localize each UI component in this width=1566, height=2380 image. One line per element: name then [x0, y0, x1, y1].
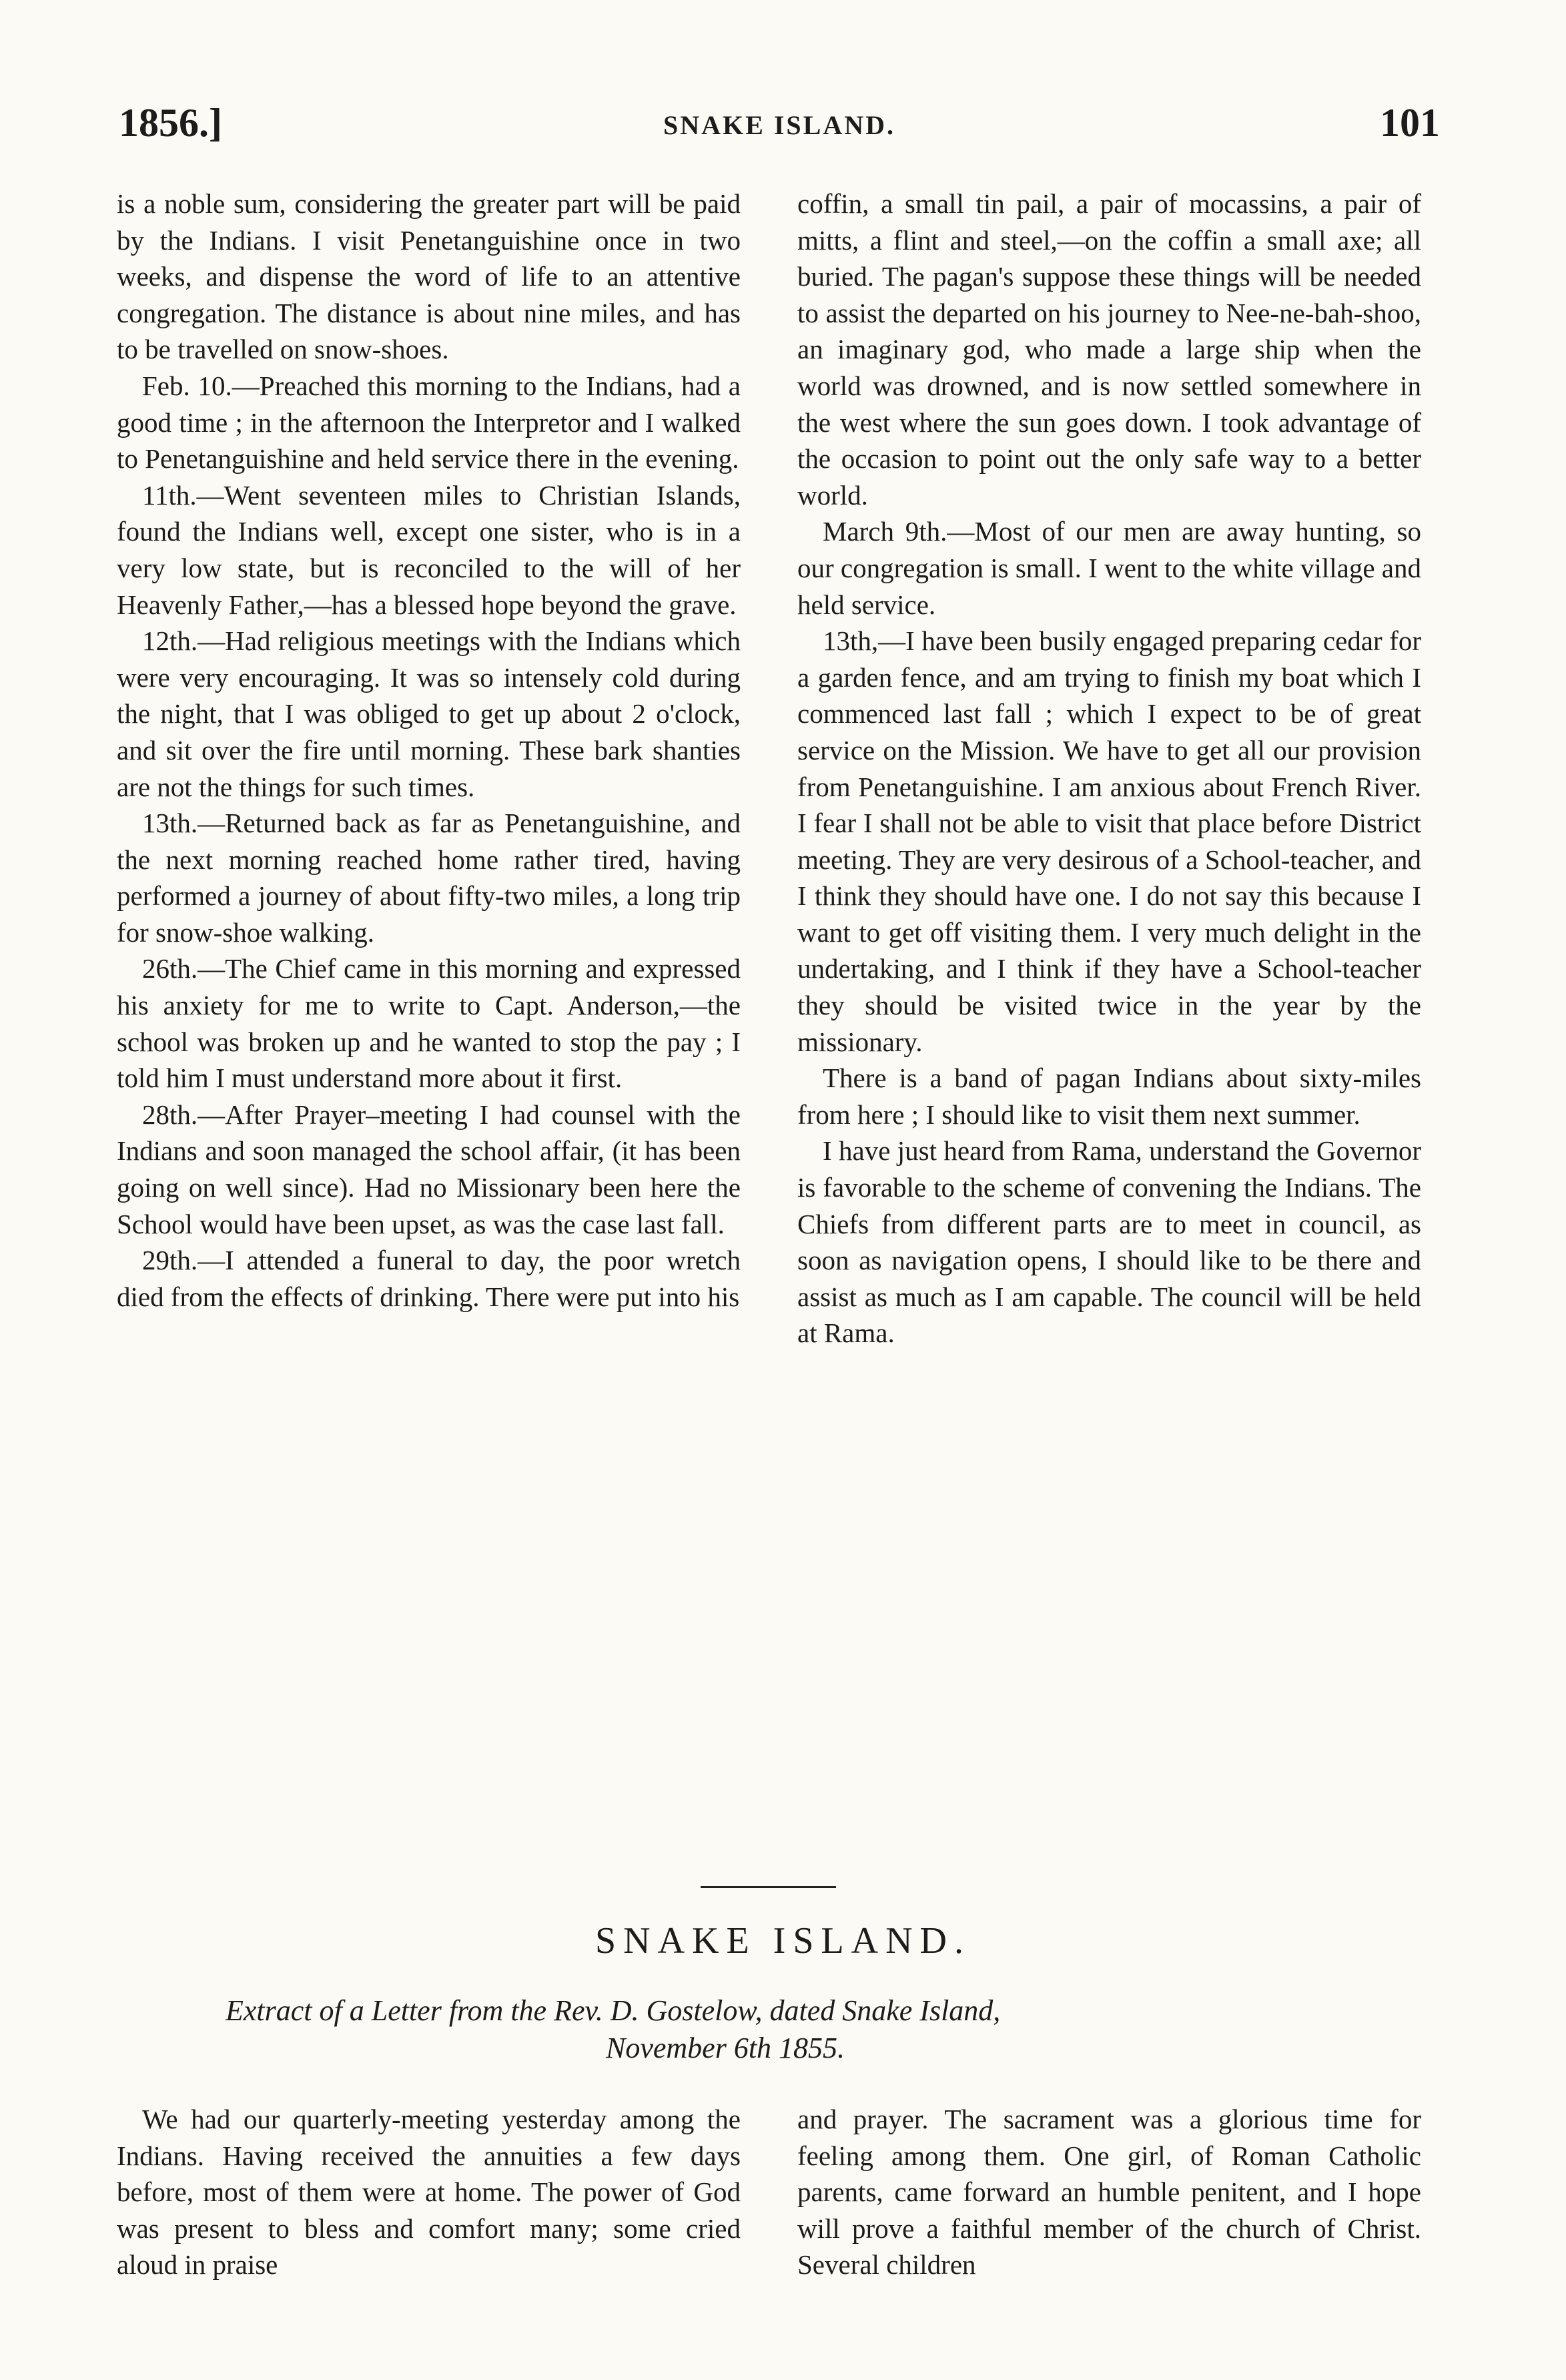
- paragraph: Feb. 10.—Preached this morning to the Indians, had a good time ; in the afternoon the Interpretor and I walked to Penetanguishine and held service there in the evening.: [117, 370, 741, 475]
- paragraph: 13th,—I have been busily engaged preparing cedar for a garden fence, and am trying to finish my boat which I commenced last fall ; which I expect to be of great service on the Mission. We have to get all our provision from Penetanguishine. I am anxious about French River. I fear I shall not be able to visit that place before District meeting. They are very desirous of a School-teacher, and I think they should have one. I do not say this because I want to get off visiting them. I very much delight in the undertaking, and I think if they have a School-teacher they should be visited twice in the year by the missionary.: [797, 625, 1421, 1057]
- lower-left-column: [117, 2101, 741, 2283]
- section-divider: [701, 1886, 836, 1888]
- running-head: [119, 100, 1440, 154]
- paragraph: and prayer. The sacrament was a glorious time for feeling among them. One girl, of Roman Catholic parents, came forward an humble penitent, and I hope will prove a faithful member of the church of Christ. Several children: [797, 2104, 1421, 2281]
- subtitle-line-1: Extract of a Letter from the Rev. D. Gostelow, dated Snake Island,: [226, 1994, 1001, 2027]
- upper-left-column: [117, 186, 741, 1315]
- paragraph: 28th.—After Prayer–meeting I had counsel with the Indians and soon managed the school affair, (it has been going on well since). Had no Missionary been here the School would have been upset, as was the case last fall.: [117, 1099, 741, 1239]
- paragraph: There is a band of pagan Indians about sixty-miles from here ; I should like to visit them next summer.: [797, 1063, 1421, 1130]
- page-number: 101: [1380, 101, 1440, 145]
- paragraph: is a noble sum, considering the greater part will be paid by the Indians. I visit Penetanguishine once in two weeks, and dispense the word of life to an attentive congregation. The distance is about nine miles, and has to be travelled on snow-shoes.: [117, 188, 741, 365]
- paragraph: We had our quarterly-meeting yesterday among the Indians. Having received the annuities a few days before, most of them were at home. The power of God was present to bless and comfort many; some cried aloud in praise: [117, 2104, 741, 2281]
- section-title: SNAKE ISLAND.: [595, 1920, 971, 1962]
- paragraph: 13th.—Returned back as far as Penetanguishine, and the next morning reached home rather tired, having performed a journey of about fifty-two miles, a long trip for snow-shoe walking.: [117, 808, 741, 948]
- paragraph: 11th.—Went seventeen miles to Christian Islands, found the Indians well, except one sister, who is in a very low state, but is reconciled to the will of her Heavenly Father,—has a blessed hope beyond the grave.: [117, 479, 741, 620]
- lower-right-column: [797, 2101, 1421, 2283]
- paragraph: March 9th.—Most of our men are away hunting, so our congregation is small. I went to the white village and held service.: [797, 516, 1421, 620]
- paragraph: I have just heard from Rama, understand the Governor is favorable to the scheme of convening the Indians. The Chiefs from different parts are to meet in council, as soon as navigation opens, I should like to be there and assist as much as I am capable. The council will be held at Rama.: [797, 1135, 1421, 1349]
- paragraph: 12th.—Had religious meetings with the Indians which were very encouraging. It was so intensely cold during the night, that I was obliged to get up about 2 o'clock, and sit over the fire until morning. These bark shanties are not the things for such times.: [117, 625, 741, 802]
- running-head-title: SNAKE ISLAND.: [663, 110, 895, 140]
- running-head-year: 1856.]: [119, 101, 222, 145]
- paragraph: 26th.—The Chief came in this morning and expressed his anxiety for me to write to Capt. Anderson,—the school was broken up and he wanted to stop the pay ; I told him I must understand more about it first.: [117, 953, 741, 1094]
- subtitle-line-2: November 6th 1855.: [606, 2032, 845, 2064]
- paragraph: coffin, a small tin pail, a pair of mocassins, a pair of mitts, a flint and steel,—on the coffin a small axe; all buried. The pagan's suppose these things will be needed to assist the departed on his journey to Nee-ne-bah-shoo, an imaginary god, who made a large ship when the world was drowned, and is now settled somewhere in the west where the sun goes down. I took advantage of the occasion to point out the only safe way to a better world.: [797, 188, 1421, 511]
- upper-right-column: [797, 186, 1421, 1352]
- paragraph: 29th.—I attended a funeral to day, the poor wretch died from the effects of drinking. There were put into his: [117, 1245, 741, 1312]
